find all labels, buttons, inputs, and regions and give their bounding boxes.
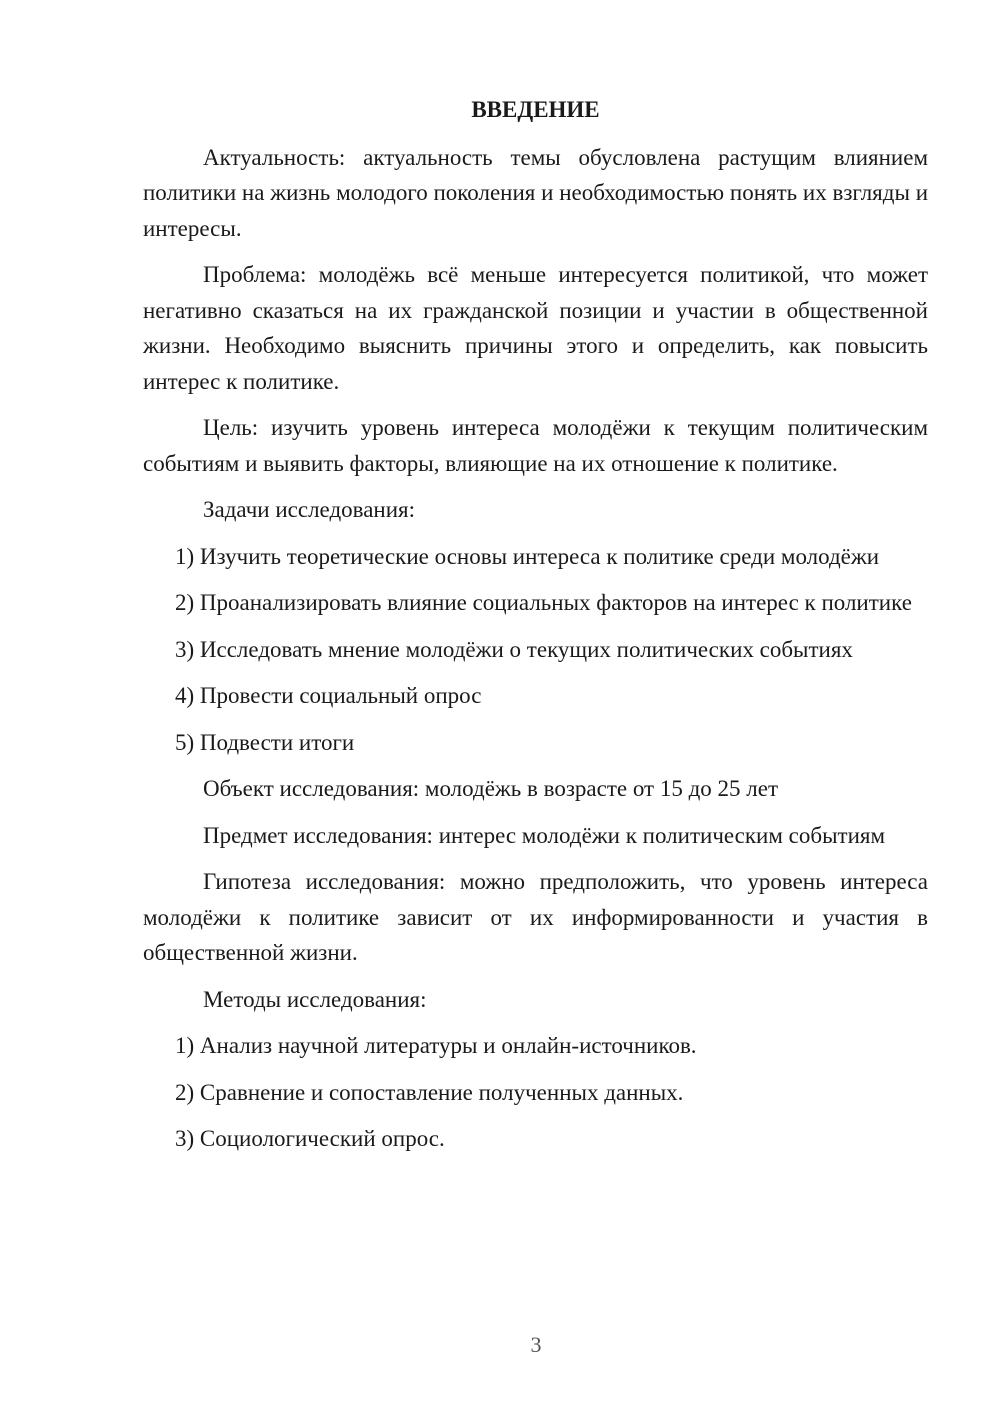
- task-item: 4) Провести социальный опрос: [175, 683, 482, 708]
- task-item: 2) Проанализировать влияние социальных факторов на интерес к политике: [175, 590, 912, 615]
- page-content: [143, 92, 928, 1168]
- tasks-heading: Задачи исследования:: [203, 497, 416, 522]
- methods-heading: Методы исследования:: [203, 986, 427, 1012]
- problem-paragraph: Проблема: молодёжь всё меньше интересуется политикой, что может негативно сказаться на их гражданской позиции и участии в общественной жизни. Необходимо выяснить причины этого и определить, как повысить интерес к политике.: [143, 262, 928, 394]
- method-item: 1) Анализ научной литературы и онлайн-источников.: [175, 1033, 697, 1058]
- method-item: 3) Социологический опрос.: [175, 1126, 445, 1151]
- hypothesis-paragraph: Гипотеза исследования: можно предположить, что уровень интереса молодёжи к политике зависит от их информированности и участия в общественной жизни.: [143, 869, 928, 965]
- task-item: 5) Подвести итоги: [175, 729, 355, 755]
- goal-paragraph: Цель: изучить уровень интереса молодёжи к текущим политическим событиям и выявить факторы, влияющие на их отношение к политике.: [143, 415, 928, 476]
- page-title: ВВЕДЕНИЕ: [471, 97, 600, 122]
- object-paragraph: Объект исследования: молодёжь в возрасте от 15 до 25 лет: [203, 776, 779, 801]
- relevance-paragraph: Актуальность: актуальность темы обусловлена растущим влиянием политики на жизнь молодого поколения и необходимостью понять их взгляды и интересы.: [143, 144, 928, 241]
- method-item: 2) Сравнение и сопоставление полученных данных.: [175, 1079, 684, 1105]
- subject-paragraph: Предмет исследования: интерес молодёжи к политическим событиям: [203, 822, 886, 848]
- task-item: 3) Исследовать мнение молодёжи о текущих политических событиях: [175, 636, 853, 662]
- task-item: 1) Изучить теоретические основы интереса к политике среди молодёжи: [175, 543, 880, 569]
- page-number: 3: [530, 1332, 542, 1357]
